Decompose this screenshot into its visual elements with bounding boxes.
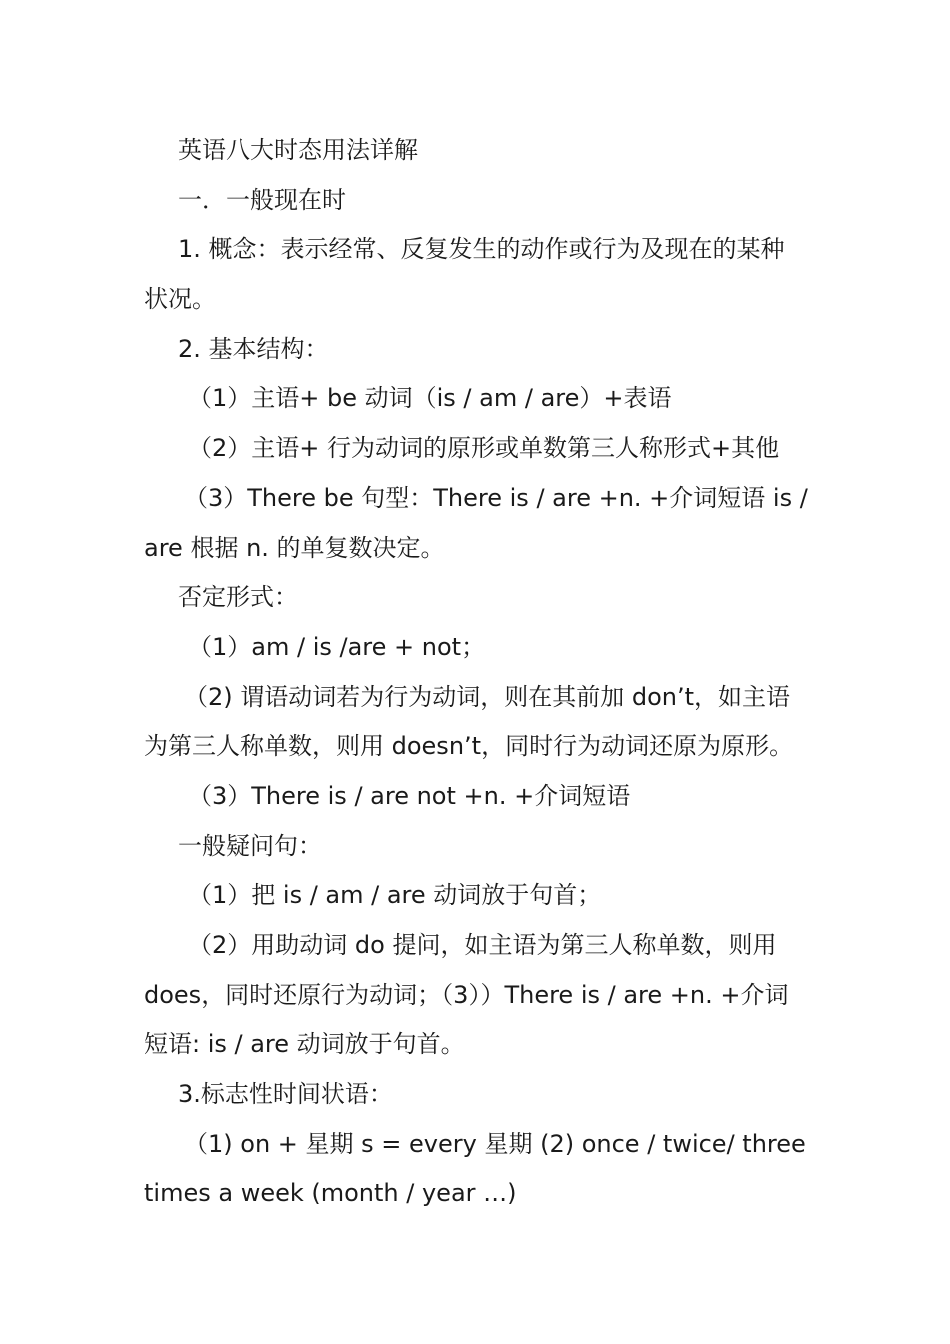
text-line: 1. 概念：表示经常、反复发生的动作或行为及现在的某种 [178,235,785,264]
text-line: （3）There is / are not +n. +介词短语 [188,781,631,810]
text-line: 一般疑问句： [178,831,322,860]
text-line: （2）用助动词 do 提问，如主语为第三人称单数，则用 [188,931,777,959]
text-line: 状况。 [144,285,216,314]
text-line: 2. 基本结构： [178,334,329,363]
text-line: are 根据 n. 的单复数决定。 [144,533,445,562]
text-line: （1) on + 星期 s = every 星期 (2) once / twice/ three [184,1129,806,1158]
text-line: does，同时还原行为动词；（3））There is / are +n. +介词 [144,980,789,1009]
text-line: （1）主语+ be 动词（is / am / are）+表语 [188,384,672,413]
text-line: （1）am / is /are + not； [188,632,486,661]
text-line: 一．一般现在时 [178,185,346,214]
text-line: （2）主语+ 行为动词的原形或单数第三人称形式+其他 [188,434,780,463]
text-line: 为第三人称单数，则用 doesn’t，同时行为动词还原为原形。 [144,732,794,761]
text-line: 短语: is / are 动词放于句首。 [144,1030,465,1059]
text-line: 3.标志性时间状语： [178,1080,393,1109]
text-line: times a week (month / year …) [144,1179,517,1208]
document-body [144,126,824,1219]
document-lines [144,176,824,1219]
text-line: 否定形式： [178,583,298,612]
text-line: （2) 谓语动词若为行为动词，则在其前加 don’t，如主语 [184,682,791,711]
text-line: （1）把 is / am / are 动词放于句首； [188,881,602,910]
text-line: （3）There be 句型：There is / are +n. +介词短语 is / [184,483,808,512]
document-title: 英语八大时态用法详解 [178,136,418,164]
